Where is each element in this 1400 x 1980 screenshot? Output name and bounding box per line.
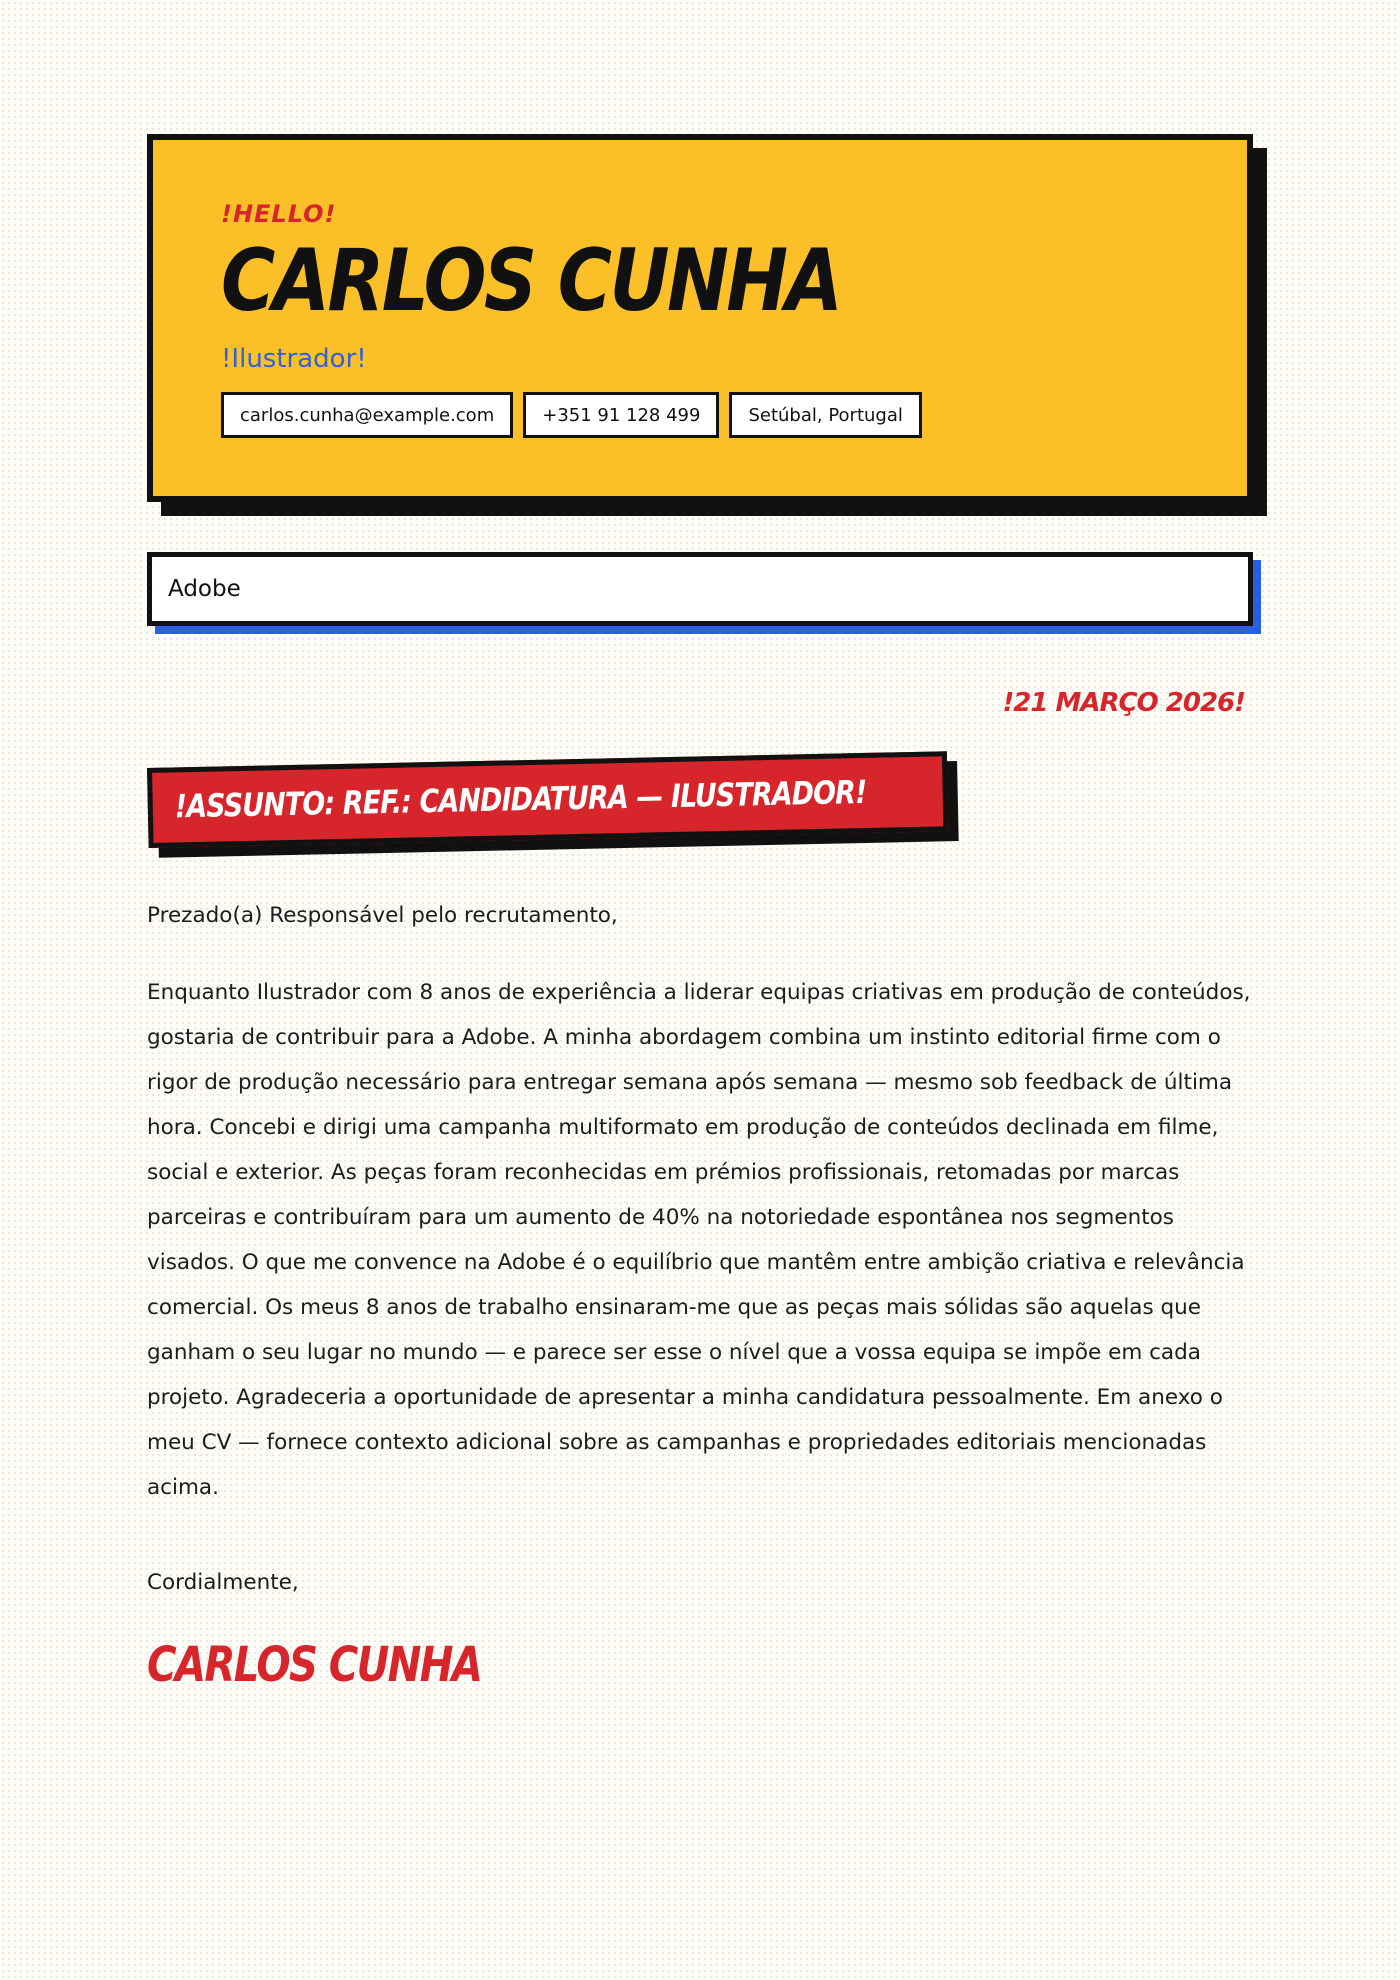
job-title: !Ilustrador! bbox=[221, 344, 367, 374]
email-chip[interactable]: carlos.cunha@example.com bbox=[221, 392, 513, 438]
subject-banner-wrap bbox=[147, 768, 1253, 858]
letter-body bbox=[147, 893, 1253, 1605]
body-paragraph: Enquanto Ilustrador com 8 anos de experiência a liderar equipas criativas em produção de conteúdos, gostaria de contribuir para a Adobe. A minha abordagem combina um instinto editorial firme com o rigor de produção necessário para entregar semana após semana — mesmo sob feedback de última hora. Concebi e dirigi uma campanha multiformato em produção de conteúdos declinada em filme, social e exterior. As peças foram reconhecidas em prémios profissionais, retomadas por marcas parceiras e contribuíram para um aumento de 40% na notoriedade espontânea nos segmentos visados. O que me convence na Adobe é o equilíbrio que mantêm entre ambição criativa e relevância comercial. Os meus 8 anos de trabalho ensinaram-me que as peças mais sólidas são aquelas que ganham o seu lugar no mundo — e parece ser esse o nível que a vossa equipa se impõe em cada projeto. Agradeceria a oportunidade de apresentar a minha candidatura pessoalmente. Em anexo o meu CV — fornece contexto adicional sobre as campanhas e propriedades editoriais mencionadas acima. bbox=[147, 980, 1251, 1500]
salutation: Prezado(a) Responsável pelo recrutamento, bbox=[147, 903, 618, 928]
header-banner bbox=[147, 134, 1253, 502]
subject-line: !ASSUNTO: REF.: CANDIDATURA — ILUSTRADOR! bbox=[174, 772, 867, 826]
location-chip: Setúbal, Portugal bbox=[729, 392, 921, 438]
letter-date: !21 MARÇO 2026! bbox=[1002, 688, 1245, 718]
contact-chips bbox=[221, 392, 1247, 438]
recipient-company: Adobe bbox=[168, 576, 241, 602]
applicant-name: CARLOS CUNHA bbox=[221, 231, 841, 331]
signature: CARLOS CUNHA bbox=[147, 1637, 482, 1693]
subject-banner bbox=[147, 751, 948, 848]
greeting-label: !HELLO! bbox=[221, 200, 337, 228]
cover-letter-page bbox=[147, 134, 1253, 1693]
phone-chip[interactable]: +351 91 128 499 bbox=[523, 392, 719, 438]
closing: Cordialmente, bbox=[147, 1570, 299, 1595]
recipient-company-box bbox=[147, 552, 1253, 626]
